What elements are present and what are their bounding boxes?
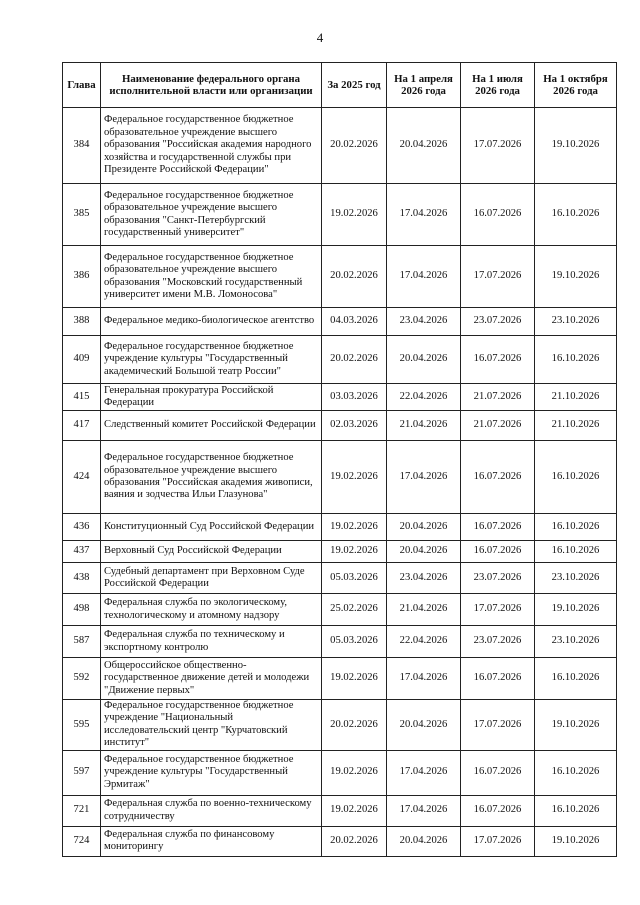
date-april-cell: 17.04.2026 [387, 795, 461, 826]
date-october-cell: 16.10.2026 [535, 658, 617, 700]
date-october-cell: 19.10.2026 [535, 826, 617, 856]
date-2025-cell: 20.02.2026 [322, 336, 387, 384]
date-october-cell: 16.10.2026 [535, 441, 617, 514]
date-october-cell: 16.10.2026 [535, 184, 617, 246]
chapter-cell: 415 [63, 384, 101, 411]
chapter-cell: 438 [63, 563, 101, 594]
date-april-cell: 20.04.2026 [387, 514, 461, 541]
name-cell: Федеральное государственное бюджетное образовательное учреждение высшего образования "Российская академия живописи, ваяния и зодчества Ильи Глазунова" [101, 441, 322, 514]
table-row [63, 541, 617, 563]
date-july-cell: 16.07.2026 [461, 184, 535, 246]
name-cell: Федеральное медико-биологическое агентство [101, 308, 322, 336]
name-cell: Верховный Суд Российской Федерации [101, 541, 322, 563]
date-april-cell: 17.04.2026 [387, 184, 461, 246]
name-cell: Федеральное государственное бюджетное учреждение культуры "Государственный академический Большой театр России" [101, 336, 322, 384]
chapter-cell: 595 [63, 700, 101, 751]
date-october-cell: 23.10.2026 [535, 308, 617, 336]
chapter-cell: 597 [63, 750, 101, 795]
date-july-cell: 21.07.2026 [461, 384, 535, 411]
date-2025-cell: 03.03.2026 [322, 384, 387, 411]
name-cell: Федеральное государственное бюджетное учреждение "Национальный исследовательский центр "Курчатовский институт" [101, 700, 322, 751]
date-april-cell: 20.04.2026 [387, 541, 461, 563]
chapter-cell: 436 [63, 514, 101, 541]
table-row [63, 826, 617, 856]
date-october-cell: 23.10.2026 [535, 626, 617, 658]
date-april-cell: 21.04.2026 [387, 594, 461, 626]
date-2025-cell: 04.03.2026 [322, 308, 387, 336]
date-2025-cell: 19.02.2026 [322, 795, 387, 826]
date-april-cell: 17.04.2026 [387, 441, 461, 514]
name-cell: Федеральная служба по финансовому мониторингу [101, 826, 322, 856]
chapter-cell: 409 [63, 336, 101, 384]
header-april: На 1 апреля 2026 года [387, 63, 461, 108]
date-july-cell: 17.07.2026 [461, 246, 535, 308]
date-april-cell: 22.04.2026 [387, 384, 461, 411]
date-2025-cell: 20.02.2026 [322, 246, 387, 308]
date-april-cell: 23.04.2026 [387, 308, 461, 336]
date-july-cell: 17.07.2026 [461, 826, 535, 856]
date-2025-cell: 19.02.2026 [322, 441, 387, 514]
table-row [63, 700, 617, 751]
date-april-cell: 17.04.2026 [387, 750, 461, 795]
chapter-cell: 437 [63, 541, 101, 563]
date-april-cell: 21.04.2026 [387, 411, 461, 441]
date-october-cell: 16.10.2026 [535, 795, 617, 826]
date-october-cell: 19.10.2026 [535, 108, 617, 184]
date-july-cell: 16.07.2026 [461, 795, 535, 826]
date-2025-cell: 19.02.2026 [322, 658, 387, 700]
header-2025: За 2025 год [322, 63, 387, 108]
chapter-cell: 498 [63, 594, 101, 626]
chapter-cell: 592 [63, 658, 101, 700]
name-cell: Конституционный Суд Российской Федерации [101, 514, 322, 541]
date-october-cell: 16.10.2026 [535, 514, 617, 541]
date-april-cell: 20.04.2026 [387, 336, 461, 384]
name-cell: Федеральная служба по техническому и экспортному контролю [101, 626, 322, 658]
table-row [63, 336, 617, 384]
date-july-cell: 16.07.2026 [461, 750, 535, 795]
name-cell: Федеральная служба по экологическому, технологическому и атомному надзору [101, 594, 322, 626]
date-july-cell: 23.07.2026 [461, 308, 535, 336]
date-2025-cell: 19.02.2026 [322, 514, 387, 541]
date-october-cell: 19.10.2026 [535, 700, 617, 751]
date-october-cell: 16.10.2026 [535, 541, 617, 563]
name-cell: Общероссийское общественно-государственное движение детей и молодежи "Движение первых" [101, 658, 322, 700]
date-july-cell: 16.07.2026 [461, 541, 535, 563]
name-cell: Федеральная служба по военно-техническому сотрудничеству [101, 795, 322, 826]
table-row [63, 184, 617, 246]
date-july-cell: 16.07.2026 [461, 336, 535, 384]
table-row [63, 384, 617, 411]
date-2025-cell: 20.02.2026 [322, 826, 387, 856]
table-row [63, 795, 617, 826]
chapter-cell: 424 [63, 441, 101, 514]
date-july-cell: 17.07.2026 [461, 594, 535, 626]
table-row [63, 750, 617, 795]
table-row [63, 594, 617, 626]
date-july-cell: 16.07.2026 [461, 514, 535, 541]
table-row [63, 308, 617, 336]
chapter-cell: 386 [63, 246, 101, 308]
header-name: Наименование федерального органа исполнительной власти или организации [101, 63, 322, 108]
deadlines-table [62, 62, 617, 857]
date-2025-cell: 19.02.2026 [322, 750, 387, 795]
date-july-cell: 23.07.2026 [461, 563, 535, 594]
date-april-cell: 20.04.2026 [387, 108, 461, 184]
date-april-cell: 23.04.2026 [387, 563, 461, 594]
chapter-cell: 721 [63, 795, 101, 826]
date-2025-cell: 20.02.2026 [322, 700, 387, 751]
header-chapter: Глава [63, 63, 101, 108]
table-row [63, 563, 617, 594]
date-2025-cell: 05.03.2026 [322, 626, 387, 658]
date-july-cell: 23.07.2026 [461, 626, 535, 658]
table-row [63, 514, 617, 541]
chapter-cell: 385 [63, 184, 101, 246]
date-2025-cell: 02.03.2026 [322, 411, 387, 441]
header-july: На 1 июля 2026 года [461, 63, 535, 108]
date-july-cell: 17.07.2026 [461, 700, 535, 751]
chapter-cell: 384 [63, 108, 101, 184]
date-2025-cell: 19.02.2026 [322, 541, 387, 563]
date-october-cell: 19.10.2026 [535, 246, 617, 308]
name-cell: Следственный комитет Российской Федерации [101, 411, 322, 441]
table-body [63, 108, 617, 857]
name-cell: Судебный департамент при Верховном Суде Российской Федерации [101, 563, 322, 594]
name-cell: Федеральное государственное бюджетное образовательное учреждение высшего образования "Российская академия народного хозяйства и государственной службы при Президенте Российской Федерации" [101, 108, 322, 184]
chapter-cell: 587 [63, 626, 101, 658]
date-july-cell: 16.07.2026 [461, 441, 535, 514]
date-april-cell: 20.04.2026 [387, 700, 461, 751]
date-july-cell: 16.07.2026 [461, 658, 535, 700]
date-october-cell: 16.10.2026 [535, 750, 617, 795]
table-row [63, 246, 617, 308]
date-2025-cell: 05.03.2026 [322, 563, 387, 594]
chapter-cell: 388 [63, 308, 101, 336]
name-cell: Федеральное государственное бюджетное учреждение культуры "Государственный Эрмитаж" [101, 750, 322, 795]
table-row [63, 658, 617, 700]
chapter-cell: 724 [63, 826, 101, 856]
date-april-cell: 22.04.2026 [387, 626, 461, 658]
date-april-cell: 20.04.2026 [387, 826, 461, 856]
table-row [63, 411, 617, 441]
name-cell: Федеральное государственное бюджетное образовательное учреждение высшего образования "Московский государственный университет имени М.В. Ломоносова" [101, 246, 322, 308]
table-row [63, 441, 617, 514]
date-july-cell: 17.07.2026 [461, 108, 535, 184]
page-number: 4 [316, 30, 324, 45]
table-row [63, 108, 617, 184]
date-2025-cell: 19.02.2026 [322, 184, 387, 246]
date-april-cell: 17.04.2026 [387, 658, 461, 700]
date-october-cell: 16.10.2026 [535, 336, 617, 384]
name-cell: Генеральная прокуратура Российской Федерации [101, 384, 322, 411]
date-october-cell: 23.10.2026 [535, 563, 617, 594]
date-october-cell: 21.10.2026 [535, 384, 617, 411]
chapter-cell: 417 [63, 411, 101, 441]
date-april-cell: 17.04.2026 [387, 246, 461, 308]
table-row [63, 626, 617, 658]
date-october-cell: 21.10.2026 [535, 411, 617, 441]
date-july-cell: 21.07.2026 [461, 411, 535, 441]
table-header-row [63, 63, 617, 108]
name-cell: Федеральное государственное бюджетное образовательное учреждение высшего образования "Санкт-Петербургский государственный университет" [101, 184, 322, 246]
date-2025-cell: 20.02.2026 [322, 108, 387, 184]
date-october-cell: 19.10.2026 [535, 594, 617, 626]
header-october: На 1 октября 2026 года [535, 63, 617, 108]
date-2025-cell: 25.02.2026 [322, 594, 387, 626]
